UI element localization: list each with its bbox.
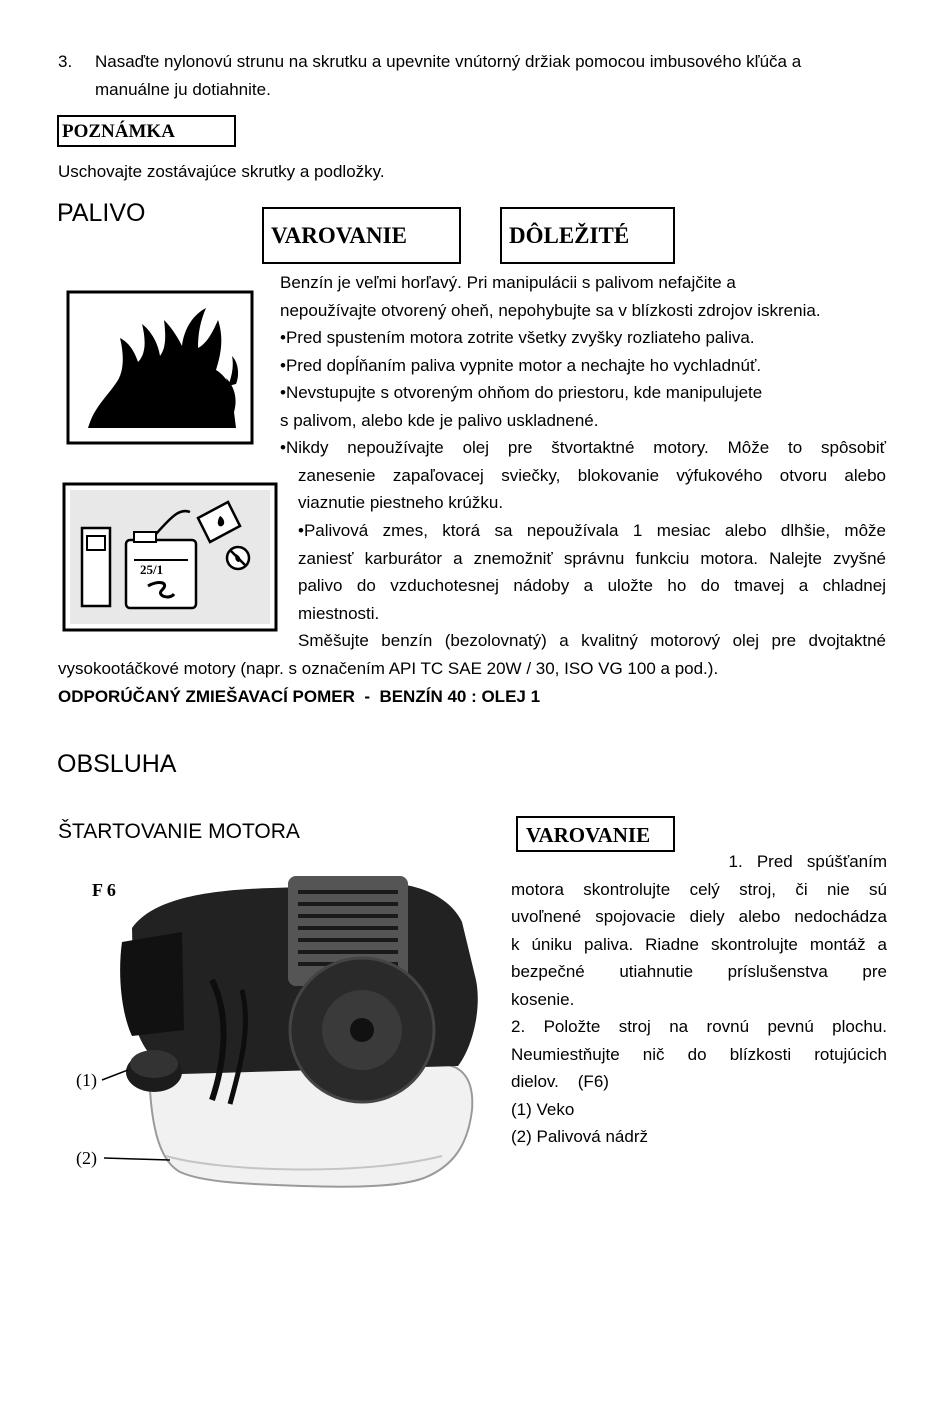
callout-1: (1): [76, 1070, 97, 1090]
fuel-warning-line: •Pred spustením motora zotrite všetky zvyšky rozliateho paliva.: [280, 328, 755, 347]
fuel-can-label: 25/1: [140, 562, 164, 577]
step-3-number: 3.: [58, 52, 73, 71]
note-box-label: POZNÁMKA: [62, 121, 175, 142]
step-3-line: manuálne ju dotiahnite.: [95, 79, 271, 99]
operation-line: uvoľnené spojovacie diely alebo nedochádza: [511, 907, 887, 926]
operation-line: dielov. (F6): [511, 1072, 609, 1091]
fuel-warning-line: Benzín je veľmi horľavý. Pri manipulácii s palivom nefajčite a: [280, 273, 736, 292]
mix-line: miestnosti.: [298, 603, 380, 623]
step-3-text: [95, 48, 895, 103]
operation-text: [511, 848, 887, 1151]
mix-line: •Palivová zmes, ktorá sa nepoužívala 1 mesiac alebo dlhšie, môže: [298, 521, 886, 540]
fuel-warning-line: •Nevstupujte s otvoreným ohňom do priestoru, kde manipulujete: [280, 383, 763, 402]
callout-2: (2): [76, 1148, 97, 1168]
operation-line: motora skontrolujte celý stroj, či nie sú: [511, 879, 887, 899]
fire-warning-pictogram: [66, 290, 254, 445]
operation-line: kosenie.: [511, 989, 575, 1009]
oil-line: •Nikdy nepoužívajte olej pre štvortaktné motory. Môže to spôsobiť: [280, 438, 886, 457]
fuel-warning-line: nepoužívajte otvorený oheň, nepohybujte sa v blízkosti zdrojov iskrenia.: [280, 300, 821, 320]
fuel-warning-line: •Pred dopĺňaním paliva vypnite motor a nechajte ho vychladnúť.: [280, 355, 762, 375]
mix-line: zaniesť karburátor a znemožniť správnu funkciu motora. Nalejte zvyšné: [298, 548, 886, 568]
figure-label: F 6: [92, 880, 116, 900]
note-box: [57, 115, 236, 147]
fuel-warning-box: [262, 207, 461, 264]
fuel-warning-label: VAROVANIE: [271, 223, 407, 248]
fuel-warning-line: s palivom, alebo kde je palivo uskladnené.: [280, 410, 599, 430]
mix-paragraph: [298, 517, 886, 627]
oil-line: viaznutie piestneho krúžku.: [298, 493, 504, 512]
operation-line: Neumiestňujte nič do blízkosti rotujúcich: [511, 1044, 887, 1064]
operation-line: bezpečné utiahnutie príslušenstva pre: [511, 962, 887, 981]
mix-line: palivo do vzduchotesnej nádoby a uložte ho do tmavej a chladnej: [298, 576, 886, 595]
oil-line: zanesenie zapaľovacej sviečky, blokovanie výfukového otvoru alebo: [298, 465, 886, 485]
blend-text: Směšujte benzín (bezolovnatý) a kvalitný motorový olej pre dvojtaktné: [298, 631, 886, 650]
step-3-line: Nasaďte nylonovú strunu na skrutku a upevnite vnútorný držiak pomocou imbusového kľúča a: [95, 52, 802, 71]
operation-line: (2) Palivová nádrž: [511, 1127, 649, 1146]
fuel-heading: PALIVO: [57, 199, 146, 227]
fuel-warning-text: [280, 269, 885, 434]
operation-warning-box: [516, 816, 675, 852]
fuel-important-label: DÔLEŽITÉ: [509, 223, 630, 248]
operation-heading: OBSLUHA: [57, 750, 177, 778]
note-text: Uschovajte zostávajúce skrutky a podložky.: [58, 162, 385, 181]
operation-warning-label: VAROVANIE: [526, 823, 651, 847]
operation-line: k úniku paliva. Riadne skontrolujte montáž a: [511, 934, 887, 954]
engine-photo: [62, 860, 490, 1195]
blend-line-2: vysokootáčkové motory (napr. s označením API TC SAE 20W / 30, ISO VG 100 a pod.).: [58, 659, 719, 678]
operation-line: 2. Položte stroj na rovnú pevnú plochu.: [511, 1017, 887, 1036]
fuel-important-box: [500, 207, 675, 264]
oil-paragraph: [280, 434, 886, 462]
oil-paragraph-cont: [298, 462, 886, 517]
starting-heading: ŠTARTOVANIE MOTORA: [58, 820, 300, 843]
fuel-can-pictogram: [62, 482, 278, 632]
operation-line: 1. Pred spúšťaním: [728, 852, 887, 871]
blend-line-1: [298, 627, 886, 655]
operation-line: (1) Veko: [511, 1099, 575, 1119]
mixing-ratio: ODPORÚČANÝ ZMIEŠAVACÍ POMER - BENZÍN 40 : OLEJ 1: [58, 687, 541, 706]
